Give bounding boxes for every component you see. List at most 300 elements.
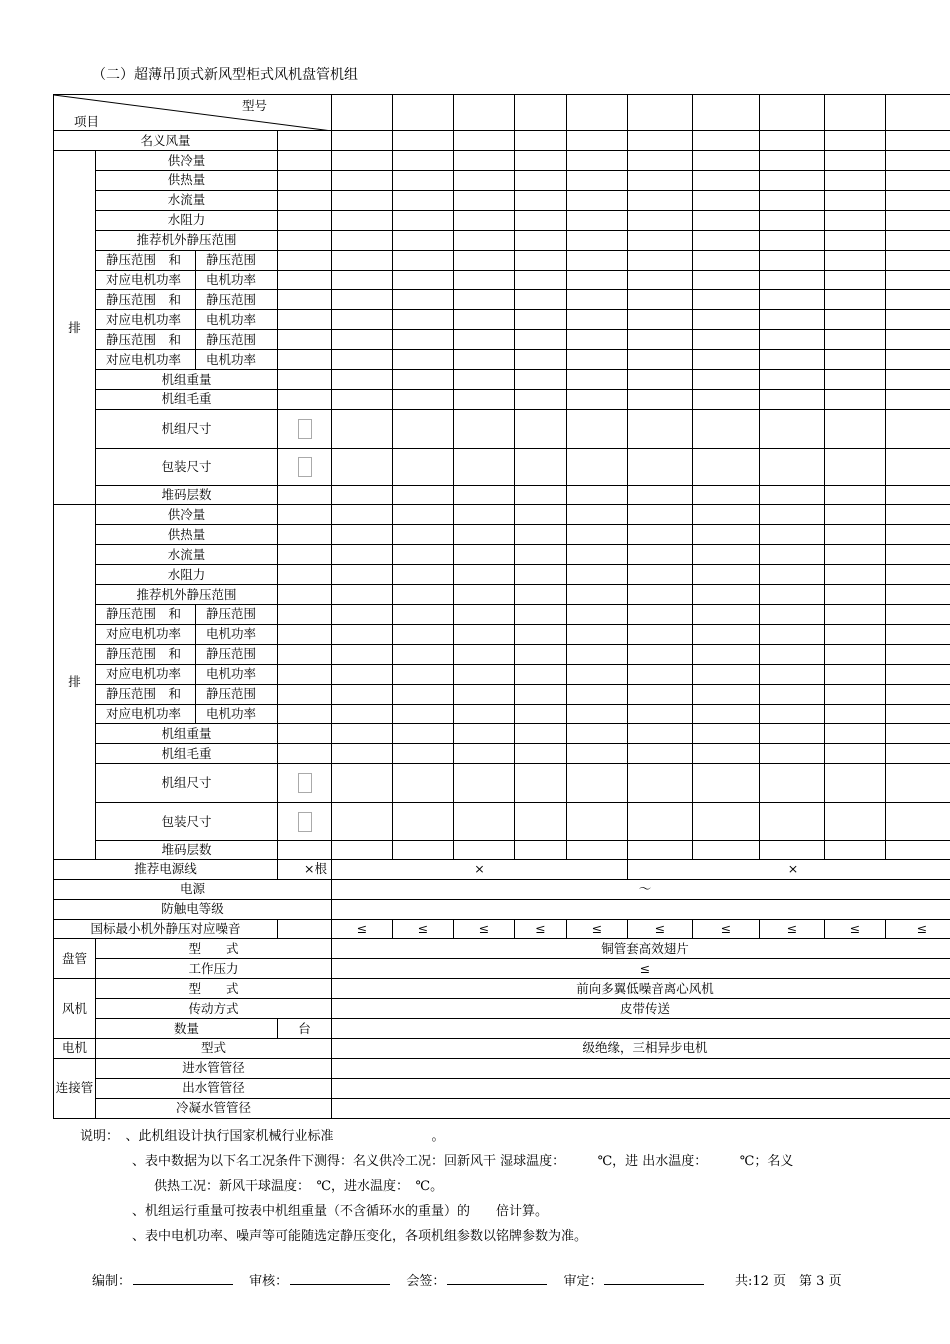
model-value-cell[interactable] [454, 644, 515, 664]
model-value-cell[interactable] [567, 724, 628, 744]
model-value-cell[interactable] [332, 171, 393, 191]
model-value-cell[interactable] [825, 210, 886, 230]
model-value-cell[interactable] [628, 565, 693, 585]
model-value-cell[interactable] [825, 350, 886, 370]
model-value-cell[interactable] [515, 684, 567, 704]
model-value-cell[interactable] [760, 330, 825, 350]
model-value-cell[interactable] [886, 644, 950, 664]
model-value-cell[interactable] [454, 449, 515, 486]
model-value-cell[interactable] [393, 250, 454, 270]
model-value-cell[interactable] [332, 409, 393, 448]
model-value-cell[interactable] [567, 131, 628, 151]
model-value-cell[interactable] [886, 230, 950, 250]
model-value-cell[interactable] [693, 409, 760, 448]
model-value-cell[interactable] [825, 624, 886, 644]
model-value-cell[interactable] [515, 803, 567, 840]
model-value-cell[interactable] [515, 230, 567, 250]
model-value-cell[interactable] [628, 525, 693, 545]
model-value-cell[interactable] [567, 565, 628, 585]
model-value-cell[interactable] [825, 370, 886, 390]
model-value-cell[interactable] [393, 803, 454, 840]
model-value-cell[interactable] [332, 290, 393, 310]
model-value-cell[interactable] [332, 350, 393, 370]
model-value-cell[interactable] [332, 190, 393, 210]
model-value-cell[interactable] [693, 270, 760, 290]
model-value-cell[interactable] [693, 764, 760, 803]
model-value-cell[interactable] [515, 545, 567, 565]
model-value-cell[interactable] [886, 744, 950, 764]
model-value-cell[interactable] [567, 840, 628, 859]
model-value-cell[interactable] [332, 250, 393, 270]
model-value-cell[interactable] [567, 764, 628, 803]
model-value-cell[interactable] [825, 803, 886, 840]
model-value-cell[interactable]: ≤ [454, 919, 515, 939]
model-value-cell[interactable] [332, 370, 393, 390]
model-value-cell[interactable] [825, 389, 886, 409]
model-value-cell[interactable] [454, 486, 515, 505]
model-value-cell[interactable] [693, 190, 760, 210]
model-value-cell[interactable] [454, 151, 515, 171]
model-value-cell[interactable] [515, 449, 567, 486]
model-value-cell[interactable] [886, 370, 950, 390]
model-value-cell[interactable] [886, 505, 950, 525]
model-value-cell[interactable] [454, 803, 515, 840]
model-value-cell[interactable] [693, 585, 760, 605]
shock-class-value[interactable] [332, 899, 950, 919]
model-value-cell[interactable] [393, 545, 454, 565]
model-value-cell[interactable] [393, 840, 454, 859]
outlet-pipe-value[interactable] [332, 1078, 950, 1098]
model-value-cell[interactable] [628, 724, 693, 744]
model-value-cell[interactable] [393, 565, 454, 585]
model-value-cell[interactable] [454, 190, 515, 210]
model-value-cell[interactable] [393, 210, 454, 230]
model-value-cell[interactable] [886, 290, 950, 310]
model-column-header[interactable] [760, 95, 825, 131]
model-value-cell[interactable] [628, 310, 693, 330]
model-value-cell[interactable] [393, 190, 454, 210]
model-value-cell[interactable] [332, 310, 393, 330]
model-value-cell[interactable] [628, 624, 693, 644]
model-value-cell[interactable] [693, 250, 760, 270]
countersign-field[interactable] [447, 1272, 547, 1285]
model-value-cell[interactable] [393, 724, 454, 744]
model-value-cell[interactable] [515, 270, 567, 290]
model-value-cell[interactable] [693, 370, 760, 390]
model-value-cell[interactable] [825, 230, 886, 250]
model-value-cell[interactable] [567, 744, 628, 764]
model-value-cell[interactable] [567, 803, 628, 840]
model-value-cell[interactable] [693, 210, 760, 230]
model-value-cell[interactable] [886, 525, 950, 545]
model-value-cell[interactable] [515, 370, 567, 390]
model-value-cell[interactable] [515, 486, 567, 505]
model-value-cell[interactable] [515, 210, 567, 230]
model-value-cell[interactable] [825, 565, 886, 585]
model-value-cell[interactable] [393, 310, 454, 330]
model-value-cell[interactable] [332, 486, 393, 505]
model-column-header[interactable] [693, 95, 760, 131]
model-value-cell[interactable] [567, 310, 628, 330]
model-value-cell[interactable] [515, 724, 567, 744]
model-value-cell[interactable] [454, 230, 515, 250]
model-value-cell[interactable] [454, 724, 515, 744]
model-value-cell[interactable] [760, 840, 825, 859]
model-value-cell[interactable] [825, 250, 886, 270]
model-value-cell[interactable] [393, 370, 454, 390]
model-value-cell[interactable] [393, 585, 454, 605]
model-value-cell[interactable] [886, 764, 950, 803]
model-value-cell[interactable] [393, 330, 454, 350]
model-value-cell[interactable] [760, 151, 825, 171]
model-value-cell[interactable] [454, 310, 515, 330]
model-value-cell[interactable] [515, 389, 567, 409]
model-value-cell[interactable] [567, 190, 628, 210]
model-value-cell[interactable] [393, 704, 454, 724]
model-value-cell[interactable] [886, 409, 950, 448]
model-value-cell[interactable] [393, 171, 454, 191]
model-value-cell[interactable] [628, 190, 693, 210]
model-value-cell[interactable] [332, 803, 393, 840]
model-value-cell[interactable] [567, 370, 628, 390]
model-value-cell[interactable] [515, 624, 567, 644]
model-value-cell[interactable] [693, 230, 760, 250]
model-value-cell[interactable] [825, 190, 886, 210]
model-value-cell[interactable] [628, 210, 693, 230]
model-value-cell[interactable] [693, 505, 760, 525]
model-value-cell[interactable] [454, 840, 515, 859]
model-value-cell[interactable] [760, 131, 825, 151]
model-value-cell[interactable] [393, 664, 454, 684]
model-column-header[interactable] [567, 95, 628, 131]
model-value-cell[interactable] [760, 486, 825, 505]
model-value-cell[interactable] [886, 171, 950, 191]
model-value-cell[interactable] [825, 330, 886, 350]
model-value-cell[interactable] [332, 684, 393, 704]
model-value-cell[interactable] [515, 704, 567, 724]
model-value-cell[interactable] [567, 604, 628, 624]
model-value-cell[interactable] [515, 131, 567, 151]
model-value-cell[interactable] [825, 644, 886, 664]
model-value-cell[interactable] [693, 486, 760, 505]
model-value-cell[interactable] [567, 486, 628, 505]
model-value-cell[interactable] [825, 131, 886, 151]
model-value-cell[interactable] [825, 171, 886, 191]
model-value-cell[interactable]: ≤ [628, 919, 693, 939]
model-value-cell[interactable] [515, 250, 567, 270]
model-value-cell[interactable] [693, 290, 760, 310]
model-value-cell[interactable] [693, 449, 760, 486]
model-value-cell[interactable] [693, 350, 760, 370]
model-value-cell[interactable] [454, 290, 515, 310]
model-value-cell[interactable] [454, 565, 515, 585]
model-value-cell[interactable] [628, 449, 693, 486]
model-value-cell[interactable] [567, 545, 628, 565]
model-value-cell[interactable] [628, 389, 693, 409]
model-value-cell[interactable] [393, 684, 454, 704]
model-value-cell[interactable] [454, 585, 515, 605]
model-value-cell[interactable] [825, 744, 886, 764]
model-value-cell[interactable] [760, 803, 825, 840]
model-value-cell[interactable] [393, 131, 454, 151]
model-value-cell[interactable] [393, 525, 454, 545]
model-value-cell[interactable] [332, 525, 393, 545]
model-value-cell[interactable] [393, 604, 454, 624]
model-value-cell[interactable] [515, 840, 567, 859]
model-value-cell[interactable] [628, 664, 693, 684]
model-value-cell[interactable] [886, 684, 950, 704]
model-value-cell[interactable] [567, 330, 628, 350]
model-value-cell[interactable] [332, 624, 393, 644]
model-value-cell[interactable] [332, 230, 393, 250]
model-value-cell[interactable] [693, 624, 760, 644]
model-value-cell[interactable]: ≤ [886, 919, 950, 939]
model-value-cell[interactable] [760, 585, 825, 605]
model-value-cell[interactable] [825, 290, 886, 310]
model-value-cell[interactable] [760, 370, 825, 390]
model-value-cell[interactable] [628, 370, 693, 390]
model-value-cell[interactable] [332, 505, 393, 525]
model-value-cell[interactable] [825, 604, 886, 624]
model-value-cell[interactable] [454, 604, 515, 624]
model-value-cell[interactable] [515, 171, 567, 191]
model-value-cell[interactable] [628, 350, 693, 370]
model-value-cell[interactable]: ≤ [393, 919, 454, 939]
model-value-cell[interactable] [886, 310, 950, 330]
model-column-header[interactable] [515, 95, 567, 131]
model-value-cell[interactable] [760, 525, 825, 545]
model-value-cell[interactable] [825, 449, 886, 486]
model-value-cell[interactable] [454, 764, 515, 803]
model-value-cell[interactable] [454, 624, 515, 644]
model-value-cell[interactable] [628, 250, 693, 270]
model-value-cell[interactable] [693, 131, 760, 151]
model-value-cell[interactable] [628, 171, 693, 191]
model-value-cell[interactable] [628, 270, 693, 290]
model-value-cell[interactable] [332, 585, 393, 605]
model-value-cell[interactable] [567, 250, 628, 270]
model-value-cell[interactable] [332, 389, 393, 409]
model-value-cell[interactable] [886, 604, 950, 624]
work-pressure-value[interactable]: ≤ [332, 959, 950, 979]
model-value-cell[interactable] [760, 290, 825, 310]
model-value-cell[interactable] [454, 525, 515, 545]
model-value-cell[interactable] [825, 270, 886, 290]
model-value-cell[interactable] [628, 764, 693, 803]
fan-quantity-value[interactable] [332, 1019, 950, 1039]
model-value-cell[interactable] [515, 310, 567, 330]
model-value-cell[interactable] [628, 545, 693, 565]
model-value-cell[interactable] [886, 210, 950, 230]
model-value-cell[interactable] [693, 310, 760, 330]
model-value-cell[interactable] [393, 505, 454, 525]
model-value-cell[interactable] [393, 270, 454, 290]
model-value-cell[interactable] [760, 744, 825, 764]
model-column-header[interactable] [454, 95, 515, 131]
model-value-cell[interactable] [567, 704, 628, 724]
model-value-cell[interactable] [393, 744, 454, 764]
model-value-cell[interactable] [693, 565, 760, 585]
model-value-cell[interactable] [886, 449, 950, 486]
model-value-cell[interactable] [454, 250, 515, 270]
model-value-cell[interactable] [515, 764, 567, 803]
model-value-cell[interactable] [628, 684, 693, 704]
model-value-cell[interactable] [332, 565, 393, 585]
model-value-cell[interactable] [693, 803, 760, 840]
model-value-cell[interactable] [567, 624, 628, 644]
model-value-cell[interactable] [515, 565, 567, 585]
model-value-cell[interactable] [886, 565, 950, 585]
model-value-cell[interactable] [825, 151, 886, 171]
model-value-cell[interactable] [886, 624, 950, 644]
model-value-cell[interactable] [693, 840, 760, 859]
model-value-cell[interactable] [760, 704, 825, 724]
model-value-cell[interactable] [393, 350, 454, 370]
model-value-cell[interactable] [332, 449, 393, 486]
model-value-cell[interactable] [454, 389, 515, 409]
model-value-cell[interactable] [886, 131, 950, 151]
model-value-cell[interactable] [760, 270, 825, 290]
model-value-cell[interactable] [567, 171, 628, 191]
model-value-cell[interactable] [628, 744, 693, 764]
reviewer-field[interactable] [290, 1272, 390, 1285]
model-value-cell[interactable] [825, 486, 886, 505]
model-value-cell[interactable] [825, 724, 886, 744]
model-value-cell[interactable] [567, 290, 628, 310]
model-value-cell[interactable] [454, 370, 515, 390]
model-value-cell[interactable] [693, 644, 760, 664]
model-value-cell[interactable] [332, 744, 393, 764]
model-value-cell[interactable] [760, 449, 825, 486]
model-value-cell[interactable] [454, 684, 515, 704]
model-column-header[interactable] [825, 95, 886, 131]
model-value-cell[interactable] [886, 545, 950, 565]
model-value-cell[interactable] [393, 151, 454, 171]
model-value-cell[interactable] [454, 409, 515, 448]
model-value-cell[interactable] [760, 505, 825, 525]
model-value-cell[interactable] [628, 840, 693, 859]
model-value-cell[interactable] [693, 684, 760, 704]
model-value-cell[interactable] [628, 131, 693, 151]
model-value-cell[interactable] [515, 190, 567, 210]
model-value-cell[interactable] [454, 131, 515, 151]
model-value-cell[interactable] [886, 250, 950, 270]
model-value-cell[interactable] [628, 486, 693, 505]
model-value-cell[interactable] [567, 449, 628, 486]
model-value-cell[interactable] [628, 604, 693, 624]
model-value-cell[interactable] [454, 350, 515, 370]
model-value-cell[interactable] [693, 664, 760, 684]
model-value-cell[interactable] [886, 190, 950, 210]
model-value-cell[interactable] [454, 505, 515, 525]
model-value-cell[interactable] [886, 585, 950, 605]
model-value-cell[interactable] [628, 409, 693, 448]
model-value-cell[interactable] [567, 230, 628, 250]
model-value-cell[interactable] [760, 644, 825, 664]
model-value-cell[interactable]: ≤ [567, 919, 628, 939]
model-value-cell[interactable] [760, 230, 825, 250]
model-value-cell[interactable] [886, 840, 950, 859]
model-column-header[interactable] [393, 95, 454, 131]
model-value-cell[interactable] [332, 704, 393, 724]
model-value-cell[interactable] [628, 330, 693, 350]
model-value-cell[interactable] [886, 803, 950, 840]
model-value-cell[interactable] [693, 604, 760, 624]
model-value-cell[interactable] [567, 270, 628, 290]
model-value-cell[interactable] [515, 409, 567, 448]
model-value-cell[interactable] [454, 704, 515, 724]
model-value-cell[interactable] [332, 210, 393, 230]
model-value-cell[interactable] [760, 350, 825, 370]
model-value-cell[interactable] [760, 565, 825, 585]
model-value-cell[interactable] [693, 171, 760, 191]
model-value-cell[interactable] [628, 151, 693, 171]
model-value-cell[interactable] [393, 290, 454, 310]
model-value-cell[interactable] [454, 744, 515, 764]
model-value-cell[interactable] [693, 525, 760, 545]
model-value-cell[interactable] [628, 803, 693, 840]
model-value-cell[interactable] [515, 604, 567, 624]
model-value-cell[interactable] [515, 290, 567, 310]
approver-field[interactable] [604, 1272, 704, 1285]
model-value-cell[interactable] [567, 505, 628, 525]
model-value-cell[interactable] [567, 644, 628, 664]
model-value-cell[interactable] [760, 604, 825, 624]
model-column-header[interactable] [628, 95, 693, 131]
model-value-cell[interactable]: ≤ [825, 919, 886, 939]
model-value-cell[interactable] [332, 545, 393, 565]
model-value-cell[interactable] [760, 250, 825, 270]
model-value-cell[interactable] [332, 644, 393, 664]
model-value-cell[interactable] [393, 624, 454, 644]
model-value-cell[interactable] [332, 664, 393, 684]
model-column-header[interactable] [332, 95, 393, 131]
model-value-cell[interactable] [332, 840, 393, 859]
model-value-cell[interactable] [567, 210, 628, 230]
model-value-cell[interactable] [628, 505, 693, 525]
model-value-cell[interactable] [886, 350, 950, 370]
model-value-cell[interactable] [760, 545, 825, 565]
model-value-cell[interactable] [454, 210, 515, 230]
model-value-cell[interactable] [515, 330, 567, 350]
model-value-cell[interactable] [760, 389, 825, 409]
model-value-cell[interactable] [886, 724, 950, 744]
model-value-cell[interactable] [760, 171, 825, 191]
model-value-cell[interactable] [454, 330, 515, 350]
model-value-cell[interactable] [693, 704, 760, 724]
model-value-cell[interactable] [515, 585, 567, 605]
model-value-cell[interactable] [760, 624, 825, 644]
model-value-cell[interactable] [628, 644, 693, 664]
model-value-cell[interactable] [760, 664, 825, 684]
model-value-cell[interactable] [454, 171, 515, 191]
model-value-cell[interactable] [628, 230, 693, 250]
model-value-cell[interactable] [393, 230, 454, 250]
model-value-cell[interactable] [825, 409, 886, 448]
model-value-cell[interactable] [693, 744, 760, 764]
model-value-cell[interactable] [886, 664, 950, 684]
model-value-cell[interactable] [393, 486, 454, 505]
model-value-cell[interactable] [693, 151, 760, 171]
model-value-cell[interactable] [693, 389, 760, 409]
model-value-cell[interactable] [825, 545, 886, 565]
model-value-cell[interactable]: ≤ [693, 919, 760, 939]
model-value-cell[interactable] [332, 131, 393, 151]
model-value-cell[interactable] [886, 486, 950, 505]
model-value-cell[interactable] [332, 604, 393, 624]
inlet-pipe-value[interactable] [332, 1058, 950, 1078]
model-value-cell[interactable] [393, 449, 454, 486]
